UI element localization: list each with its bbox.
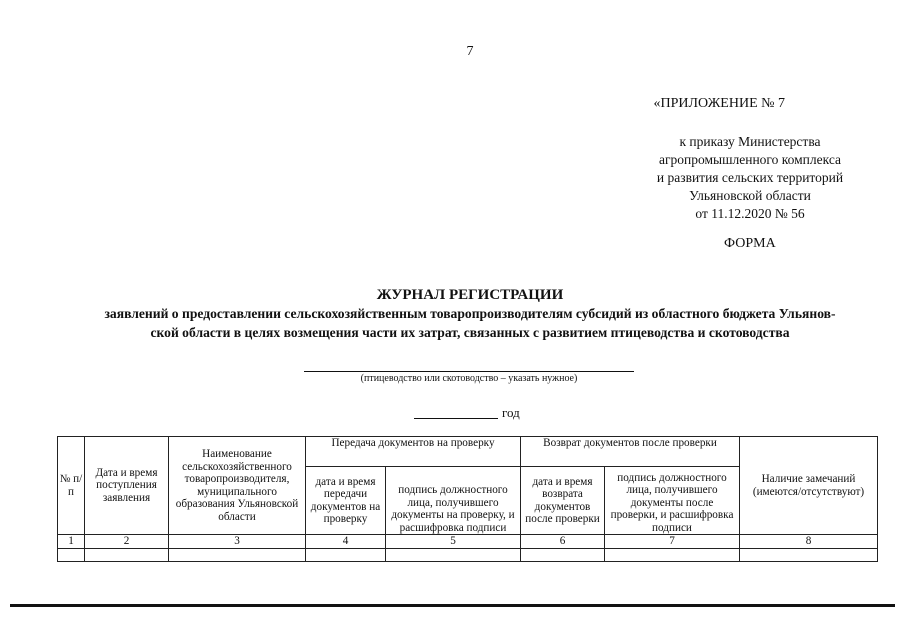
header-transfer-date: дата и время передачи документов на проверку	[306, 467, 386, 535]
page-number: 7	[466, 44, 474, 59]
column-number: 6	[521, 535, 605, 549]
column-number: 4	[306, 535, 386, 549]
column-number: 1	[58, 535, 85, 549]
header-return-date: дата и время возврата документов после проверки	[521, 467, 605, 535]
order-line: агропромышленного комплекса	[659, 152, 841, 167]
year-fill-in-line	[414, 418, 498, 419]
subtitle-line: заявлений о предоставлении сельскохозяйственным товаропроизводителям субсидий из областного бюджета Ульянов-	[104, 306, 836, 321]
table-cell	[740, 548, 878, 561]
column-number: 5	[386, 535, 521, 549]
column-number: 2	[85, 535, 169, 549]
table-cell	[605, 548, 740, 561]
document-subtitle	[58, 304, 882, 342]
form-label: ФОРМА	[724, 236, 776, 251]
header-return-group: Возврат документов после проверки	[521, 437, 740, 467]
header-producer-name: Наименование сельскохозяйственного товаропроизводителя, муниципального образования Ульяновской области	[169, 437, 306, 535]
column-number: 3	[169, 535, 306, 549]
order-line: Ульяновской области	[689, 188, 811, 203]
column-number: 8	[740, 535, 878, 549]
header-number: № п/п	[58, 437, 85, 535]
table-cell	[58, 548, 85, 561]
year-label: год	[502, 405, 520, 420]
header-remarks: Наличие замечаний (имеются/отсутствуют)	[740, 437, 878, 535]
table-cell	[169, 548, 306, 561]
table-cell	[386, 548, 521, 561]
header-date-received: Дата и время поступления заявления	[85, 437, 169, 535]
order-reference	[620, 133, 880, 223]
document-title: ЖУРНАЛ РЕГИСТРАЦИИ	[376, 287, 564, 303]
column-number-row	[58, 535, 878, 549]
table-row	[58, 548, 878, 561]
fill-in-line	[304, 371, 634, 372]
appendix-title: «ПРИЛОЖЕНИЕ № 7	[653, 96, 785, 111]
table-cell	[85, 548, 169, 561]
table-cell	[306, 548, 386, 561]
fill-in-hint: (птицеводство или скотоводство – указать нужное)	[360, 373, 578, 384]
page-bottom-rule	[10, 604, 895, 607]
order-line: и развития сельских территорий	[656, 170, 844, 185]
column-number: 7	[605, 535, 740, 549]
order-line: от 11.12.2020 № 56	[695, 206, 805, 221]
header-transfer-group: Передача документов на проверку	[306, 437, 521, 467]
header-transfer-signature: подпись должностного лица, получившего документы на проверку, и расшифровка подписи	[386, 467, 521, 535]
table-cell	[521, 548, 605, 561]
header-return-signature: подпись должностного лица, получившего документы после проверки, и расшифровка подписи	[605, 467, 740, 535]
subtitle-line: ской области в целях возмещения части их затрат, связанных с развитием птицеводства и скотоводства	[150, 325, 790, 340]
journal-table	[57, 436, 878, 562]
order-line: к приказу Министерства	[679, 134, 821, 149]
